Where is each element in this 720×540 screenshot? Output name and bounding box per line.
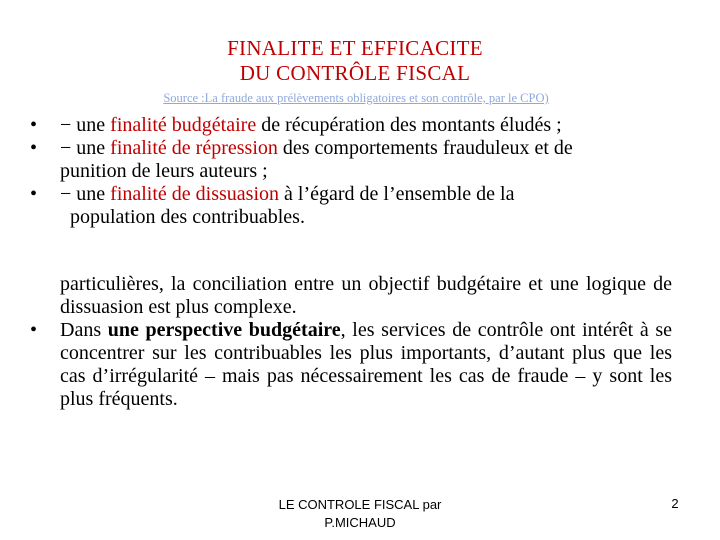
item-text: des comportements frauduleux et de: [277, 137, 573, 159]
item-highlight: finalité de dissuasion: [110, 183, 280, 205]
item-prefix: Dans: [60, 319, 108, 341]
page-number: 2: [671, 496, 679, 511]
footer-line-2: P.MICHAUD: [324, 515, 396, 530]
item-highlight: finalité budgétaire: [110, 114, 257, 136]
slide-title-line-1: FINALITE ET EFFICACITE: [227, 36, 483, 60]
item-prefix: − une: [60, 137, 111, 159]
list-item-dissuasion: [30, 183, 680, 229]
item-text: à l’égard de l’ensemble de la: [279, 183, 515, 205]
item-highlight: finalité de répression: [110, 137, 278, 159]
bullet-icon: •: [30, 183, 38, 205]
item-bold: une perspective budgétaire: [107, 319, 341, 341]
bullet-icon: •: [30, 319, 38, 341]
item-text: de récupération des montants éludés ;: [256, 114, 562, 136]
second-block: [30, 273, 672, 411]
paragraph-conciliation: particulières, la conciliation entre un objectif budgétaire et une logique de dissuasion est plus complexe.: [60, 273, 672, 318]
item-text-continued: population des contribuables.: [70, 206, 305, 228]
slide-title: [0, 36, 710, 86]
bullet-icon: •: [30, 137, 38, 159]
finalities-list: [30, 114, 680, 229]
list-item-perspective: [30, 319, 672, 411]
footer-text: [255, 496, 465, 532]
bullet-icon: •: [30, 114, 38, 136]
item-text-continued: punition de leurs auteurs ;: [60, 160, 268, 182]
footer-line-1: LE CONTROLE FISCAL par: [278, 497, 442, 512]
item-prefix: − une: [60, 114, 111, 136]
list-item-repression: [30, 137, 680, 183]
slide-title-line-2: DU CONTRÔLE FISCAL: [239, 61, 471, 85]
item-prefix: − une: [60, 183, 111, 205]
source-link[interactable]: Source :La fraude aux prélèvements obligatoires et son contrôle, par le CPO): [163, 91, 549, 105]
list-item-budgetary: [30, 114, 680, 137]
item-text: , les services de contrôle ont intérêt à se concentrer sur les contribuables les plus importants, d’autant plus que les cas d’irrégularité – mais pas nécessairement les cas de fraude – y sont les plus fréquents.: [60, 319, 673, 410]
